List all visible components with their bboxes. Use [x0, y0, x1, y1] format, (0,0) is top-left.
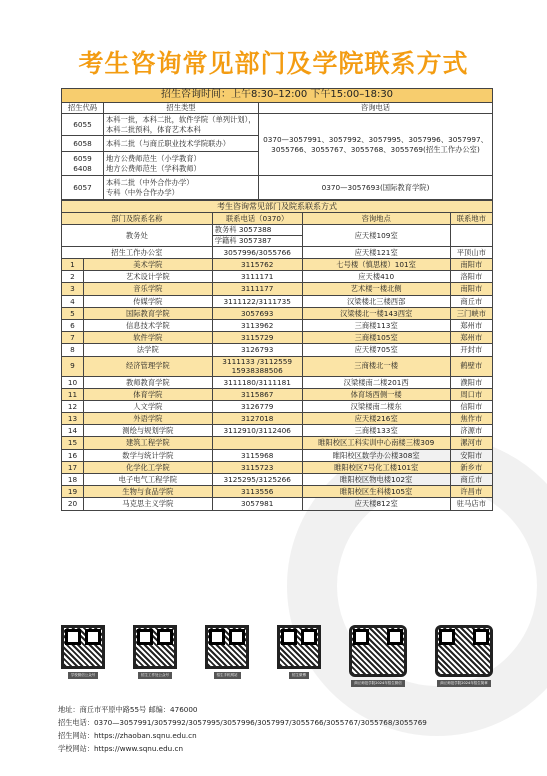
dept-city: 信阳市 [450, 400, 492, 412]
dept-phone: 3112910/3112406 [212, 425, 302, 437]
row-number: 18 [62, 474, 84, 486]
dept-name: 法学院 [84, 344, 213, 356]
admission-phone-main: 0370—3057991、3057992、3057995、3057996、3057997、3055766、3055767、3055768、3055769(招生工作办公室) [259, 114, 493, 176]
dept-name: 电子电气工程学院 [84, 474, 213, 486]
admission-row [62, 176, 493, 200]
dept-city: 三门峡市 [450, 307, 492, 319]
dept-place: 艺术楼一楼北侧 [302, 283, 450, 295]
directory-row [62, 332, 493, 344]
dept-phone: 3115729 [212, 332, 302, 344]
dept-place: 三商楼北一楼 [302, 356, 450, 376]
zb-row [62, 247, 493, 259]
dept-phone: 3111122/3111735 [212, 295, 302, 307]
dept-city: 商丘市 [450, 295, 492, 307]
col-type-header: 招生类型 [104, 103, 259, 114]
directory-row [62, 344, 493, 356]
row-number: 4 [62, 295, 84, 307]
dept-place: 应天楼705室 [302, 344, 450, 356]
qr-code-caption: 商丘师范学院2024年招生微信 [351, 680, 404, 687]
col-place-header: 咨询地点 [302, 213, 450, 225]
directory-row [62, 461, 493, 473]
directory-body [62, 259, 493, 511]
admission-header-row [62, 103, 493, 114]
dept-place: 睢阳校区7号化工楼101室 [302, 461, 450, 473]
qr-code-caption: 招生微博 [289, 672, 309, 679]
dept-name: 艺术设计学院 [84, 271, 213, 283]
dept-place: 汉梁楼南二楼东 [302, 400, 450, 412]
dept-name: 外语学院 [84, 413, 213, 425]
dept-city: 新乡市 [450, 461, 492, 473]
admission-type: 本科二批（与商丘职业技术学院联办） [104, 136, 259, 152]
row-number: 15 [62, 437, 84, 449]
dept-place: 睢阳校区生科楼105室 [302, 486, 450, 498]
dept-place: 汉梁楼北一楼143西室 [302, 307, 450, 319]
qr-code-icon [61, 625, 105, 669]
dept-phone: 3125295/3125266 [212, 474, 302, 486]
directory-row [62, 295, 493, 307]
dept-place: 应天楼812室 [302, 498, 450, 510]
dept-city: 郑州市 [450, 332, 492, 344]
directory-row [62, 474, 493, 486]
dept-city: 濮阳市 [450, 376, 492, 388]
dept-name: 生物与食品学院 [84, 486, 213, 498]
row-number: 14 [62, 425, 84, 437]
qr-code-item [61, 625, 105, 687]
directory-row [62, 283, 493, 295]
directory-row [62, 388, 493, 400]
directory-row [62, 437, 493, 449]
admission-phone-intl: 0370—3057693(国际教育学院) [259, 176, 493, 200]
row-number: 17 [62, 461, 84, 473]
row-number: 11 [62, 388, 84, 400]
directory-row [62, 356, 493, 376]
qr-code-icon [205, 625, 249, 669]
dept-phone: 3126779 [212, 400, 302, 412]
row-number: 16 [62, 449, 84, 461]
dept-name: 软件学院 [84, 332, 213, 344]
qr-code-caption: 招生手机网站 [214, 672, 241, 679]
dept-place: 三商楼133室 [302, 425, 450, 437]
dept-place: 汉梁楼北三楼西部 [302, 295, 450, 307]
consult-hours-bar: 招生咨询时间：上午8:30–12:00 下午15:00–18:30 [62, 89, 493, 103]
col-phone-header: 联系电话（0370） [212, 213, 302, 225]
row-number: 1 [62, 259, 84, 271]
qr-code-icon [133, 625, 177, 669]
dept-phone: 3111180/3111181 [212, 376, 302, 388]
admission-row [62, 114, 493, 136]
dept-city: 安阳市 [450, 449, 492, 461]
footer-phone: 招生电话：0370—3057991/3057992/3057995/3057996/3057997/3055766/3055767/3055768/3055769 [58, 718, 427, 727]
qr-code-row [61, 625, 493, 687]
row-number: 7 [62, 332, 84, 344]
dept-phone: 3115762 [212, 259, 302, 271]
qr-code-caption: 招生工作处公众号 [138, 672, 172, 679]
dept-city: 南阳市 [450, 283, 492, 295]
footer-zb-site[interactable]: 招生网站：https://zhaoban.sqnu.edu.cn [58, 731, 197, 740]
contact-tables [61, 88, 493, 511]
jwc-city [450, 225, 492, 247]
directory-row [62, 449, 493, 461]
admission-code: 6057 [62, 176, 104, 200]
dept-phone: 3115867 [212, 388, 302, 400]
dept-phone: 3113962 [212, 319, 302, 331]
dept-city: 周口市 [450, 388, 492, 400]
admission-code: 6059 6408 [62, 152, 104, 176]
directory-row [62, 486, 493, 498]
directory-table [61, 200, 493, 511]
col-code-header: 招生代码 [62, 103, 104, 114]
jwc-phone: 学籍科 3057387 [212, 236, 302, 247]
dept-name: 化学化工学院 [84, 461, 213, 473]
dept-phone: 3057693 [212, 307, 302, 319]
zb-city: 平顶山市 [450, 247, 492, 259]
dept-name: 体育学院 [84, 388, 213, 400]
dept-phone: 3111133 /3112559 15938388506 [212, 356, 302, 376]
dept-place: 睢阳校区物电楼102室 [302, 474, 450, 486]
directory-row [62, 498, 493, 510]
row-number: 10 [62, 376, 84, 388]
qr-code-item [435, 625, 493, 687]
footer-address: 地址：商丘市平原中路55号 邮编：476000 [58, 705, 198, 714]
row-number: 3 [62, 283, 84, 295]
jwc-phone: 教务科 3057388 [212, 225, 302, 236]
dept-name: 数学与统计学院 [84, 449, 213, 461]
zb-name: 招生工作办公室 [62, 247, 213, 259]
dept-phone: 3057981 [212, 498, 302, 510]
jwc-place: 应天楼109室 [302, 225, 450, 247]
dept-city: 鹤壁市 [450, 356, 492, 376]
footer-school-site[interactable]: 学校网站：https://www.sqnu.edu.cn [58, 744, 183, 753]
directory-row [62, 400, 493, 412]
dept-city: 济源市 [450, 425, 492, 437]
qr-code-caption: 学校微信公众号 [68, 672, 99, 679]
dept-phone: 3115723 [212, 461, 302, 473]
dept-city: 洛阳市 [450, 271, 492, 283]
directory-header-row [62, 213, 493, 225]
qr-code-item [349, 625, 407, 687]
admission-type: 地方公费师范生（小学教育） 地方公费师范生（学科教师） [104, 152, 259, 176]
dept-phone [212, 437, 302, 449]
row-number: 8 [62, 344, 84, 356]
page-title: 考生咨询常见部门及学院联系方式 [78, 49, 469, 78]
dept-phone: 3111171 [212, 271, 302, 283]
directory-row [62, 259, 493, 271]
dept-city: 驻马店市 [450, 498, 492, 510]
row-number: 9 [62, 356, 84, 376]
dept-name: 测绘与规划学院 [84, 425, 213, 437]
row-number: 13 [62, 413, 84, 425]
admission-table [61, 88, 493, 200]
qr-code-item [277, 625, 321, 687]
dept-city: 漯河市 [450, 437, 492, 449]
directory-row [62, 413, 493, 425]
admission-code: 6058 [62, 136, 104, 152]
zb-place: 应天楼121室 [302, 247, 450, 259]
col-name-header: 部门及院系名称 [62, 213, 213, 225]
footer [58, 703, 427, 755]
dept-name: 人文学院 [84, 400, 213, 412]
dept-place: 三商楼113室 [302, 319, 450, 331]
dept-place: 体育场西侧一楼 [302, 388, 450, 400]
row-number: 12 [62, 400, 84, 412]
qr-code-icon [277, 625, 321, 669]
qr-code-icon [435, 625, 493, 677]
row-number: 20 [62, 498, 84, 510]
directory-title: 考生咨询常见部门及院系联系方式 [62, 201, 493, 213]
dept-city: 郑州市 [450, 319, 492, 331]
jwc-row [62, 225, 493, 236]
directory-row [62, 271, 493, 283]
dept-phone: 3115968 [212, 449, 302, 461]
dept-city: 南阳市 [450, 259, 492, 271]
dept-place: 七号楼（慎思楼）101室 [302, 259, 450, 271]
directory-row [62, 307, 493, 319]
dept-place: 睢阳校区工科实训中心南楼三楼309 [302, 437, 450, 449]
dept-name: 马克思主义学院 [84, 498, 213, 510]
dept-phone: 3127018 [212, 413, 302, 425]
dept-place: 汉梁楼南二楼201西 [302, 376, 450, 388]
row-number: 2 [62, 271, 84, 283]
dept-place: 睢阳校区数学办公楼308室 [302, 449, 450, 461]
dept-phone: 3111177 [212, 283, 302, 295]
dept-place: 应天楼410 [302, 271, 450, 283]
dept-phone: 3126793 [212, 344, 302, 356]
col-city-header: 联系地市 [450, 213, 492, 225]
dept-place: 应天楼216室 [302, 413, 450, 425]
admission-type: 本科一批，本科二批，软件学院（单列计划），本科二批预科，体育艺术本科 [104, 114, 259, 136]
dept-city: 许昌市 [450, 486, 492, 498]
dept-city: 商丘市 [450, 474, 492, 486]
qr-code-icon [349, 625, 407, 677]
dept-name: 国际教育学院 [84, 307, 213, 319]
directory-row [62, 376, 493, 388]
row-number: 6 [62, 319, 84, 331]
qr-code-item [133, 625, 177, 687]
directory-row [62, 319, 493, 331]
dept-name: 教师教育学院 [84, 376, 213, 388]
dept-name: 传媒学院 [84, 295, 213, 307]
directory-row [62, 425, 493, 437]
admission-type: 本科二批（中外合作办学） 专科（中外合作办学） [104, 176, 259, 200]
dept-city: 开封市 [450, 344, 492, 356]
row-number: 19 [62, 486, 84, 498]
dept-name: 信息技术学院 [84, 319, 213, 331]
dept-name: 美术学院 [84, 259, 213, 271]
dept-name: 经济管理学院 [84, 356, 213, 376]
jwc-name: 教务处 [62, 225, 213, 247]
dept-place: 三商楼105室 [302, 332, 450, 344]
dept-name: 建筑工程学院 [84, 437, 213, 449]
row-number: 5 [62, 307, 84, 319]
dept-phone: 3113556 [212, 486, 302, 498]
qr-code-caption: 商丘师范学院2024年招生简章 [437, 680, 490, 687]
admission-code: 6055 [62, 114, 104, 136]
col-phone-header: 咨询电话 [259, 103, 493, 114]
zb-phone: 3057996/3055766 [212, 247, 302, 259]
dept-name: 音乐学院 [84, 283, 213, 295]
dept-city: 焦作市 [450, 413, 492, 425]
qr-code-item [205, 625, 249, 687]
